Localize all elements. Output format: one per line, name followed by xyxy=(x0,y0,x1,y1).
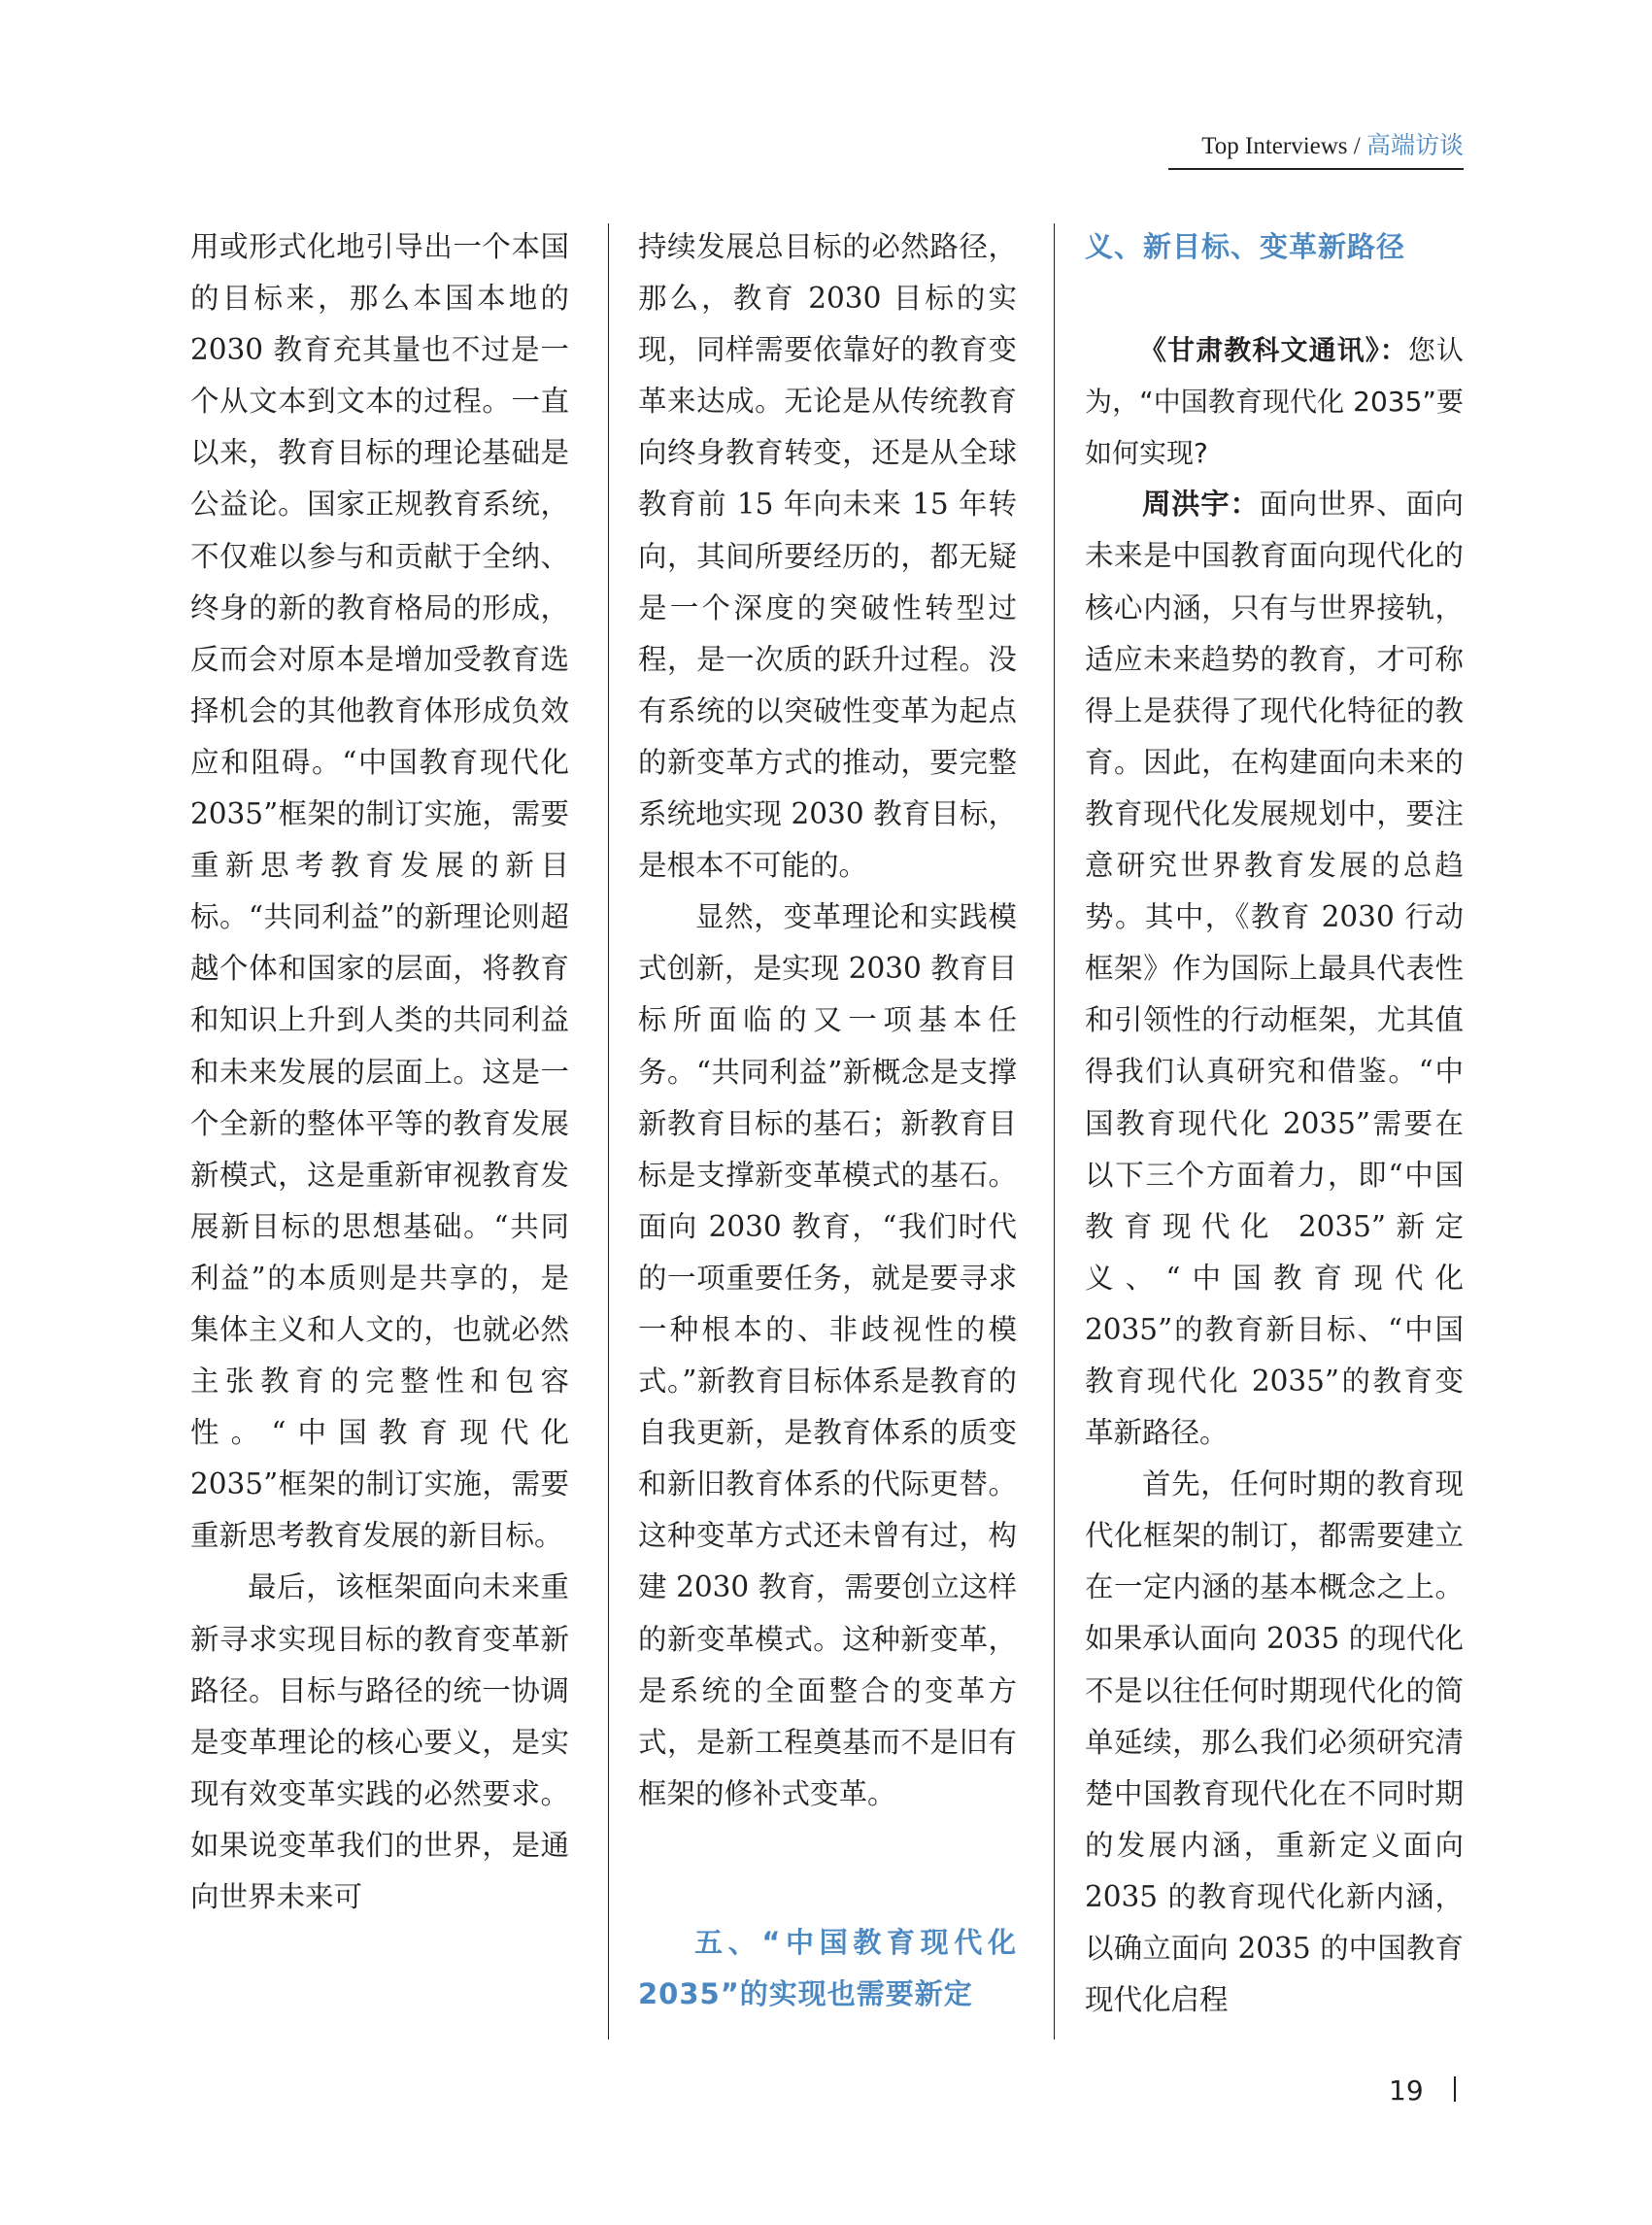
paragraph: 首先，任何时期的教育现代化框架的制订，都需要建立在一定内涵的基本概念之上。如果承认面向 2035 的现代化不是以往任何时期现代化的简单延续，那么我们必须研究清楚中国教育现代化在不同时期的发展内涵，重新定义面向 2035 的教育现代化新内涵，以确立面向 2035 的中国教育现代化启程 xyxy=(1085,1467,1464,2017)
interview-question xyxy=(1085,324,1464,479)
column-divider xyxy=(1054,223,1055,2040)
paragraph: 最后，该框架面向未来重新寻求实现目标的教育变革新路径。目标与路径的统一协调是变革理论的核心要义，是实现有效变革实践的必然要求。如果说变革我们的世界，是通向世界未来可 xyxy=(190,1570,569,1913)
paragraph: 用或形式化地引导出一个本国的目标来，那么本国本地的 2030 教育充其量也不过是一个从文本到文本的过程。一直以来，教育目标的理论基础是公益论。国家正规教育系统，不仅难以参与和贡献于全纳、终身的新的教育格局的形成，反而会对原本是增加受教育选择机会的其他教育体形成负效应和阻碍。“中国教育现代化 2035”框架的制订实施，需要重新思考教育发展的新目标。“共同利益”的新理论则超越个体和国家的层面，将教育和知识上升到人类的共同利益和未来发展的层面上。这是一个全新的整体平等的教育发展新模式，这是重新审视教育发展新目标的思想基础。“共同利益”的本质则是共享的，是集体主义和人文的，也就必然主张教育的完整性和包容性。“中国教育现代化 2035”框架的制订实施，需要重新思考教育发展的新目标。 xyxy=(190,230,569,1553)
spacer xyxy=(1085,273,1464,324)
answer-text: 面向世界、面向未来是中国教育面向现代化的核心内涵，只有与世界接轨，适应未来趋势的教育，才可称得上是获得了现代化特征的教育。因此，在构建面向未来的教育现代化发展规划中，要注意研究世界教育发展的总趋势。其中，《教育 2030 行动框架》作为国际上最具代表性和引领性的行动框架，尤其值得我们认真研究和借鉴。“中国教育现代化 2035”需要在以下三个方面着力，即“中国教育现代化 2035”新定义、“中国教育现代化 2035”的教育新目标、“中国教育现代化 2035”的教育变革新路径。 xyxy=(1085,488,1464,1450)
question-source: 《甘肃教科文通讯》： xyxy=(1139,334,1408,367)
page-number: 19 xyxy=(1389,2074,1424,2107)
answer-speaker: 周洪宇： xyxy=(1142,488,1260,522)
running-header xyxy=(1161,126,1464,169)
section-heading: 五、“中国教育现代化 2035”的实现也需要新定 xyxy=(638,1925,1017,2010)
section-heading-continued: 义、新目标、变革新路径 xyxy=(1085,230,1406,263)
column-1 xyxy=(190,221,569,1923)
column-3 xyxy=(1085,221,1464,2026)
header-en: Top Interviews / xyxy=(1201,133,1366,159)
header-cn: 高端访谈 xyxy=(1365,131,1464,159)
column-2 xyxy=(638,221,1017,2020)
paragraph: 显然，变革理论和实践模式创新，是实现 2030 教育目标所面临的又一项基本任务。“共同利益”新概念是支撑新教育目标的基石；新教育目标是支撑新变革模式的基石。面向 2030 教育，“我们时代的一项重要任务，就是要寻求一种根本的、非歧视性的模式。”新教育目标体系是教育的自我更新，是教育体系的质变和新旧教育体系的代际更替。这种变革方式还未曾有过，构建 2030 教育，需要创立这样的新变革模式。这种新变革，是系统的全面整合的变革方式，是新工程奠基而不是旧有框架的修补式变革。 xyxy=(638,900,1017,1810)
column-divider xyxy=(608,223,609,2040)
answer-paragraph xyxy=(1085,479,1464,1459)
page-number-bar xyxy=(1454,2076,1456,2102)
question-text: 您认为，“中国教育现代化 2035”要如何实现? xyxy=(1085,334,1464,470)
header-rule xyxy=(1168,168,1464,170)
spacer xyxy=(638,1820,1017,1917)
paragraph: 持续发展总目标的必然路径，那么，教育 2030 目标的实现，同样需要依靠好的教育变革来达成。无论是从传统教育向终身教育转变，还是从全球教育前 15 年向未来 15 年转向，其间所要经历的，都无疑是一个深度的突破性转型过程，是一次质的跃升过程。没有系统的以突破性变革为起点的新变革方式的推动，要完整系统地实现 2030 教育目标，是根本不可能的。 xyxy=(638,230,1017,883)
